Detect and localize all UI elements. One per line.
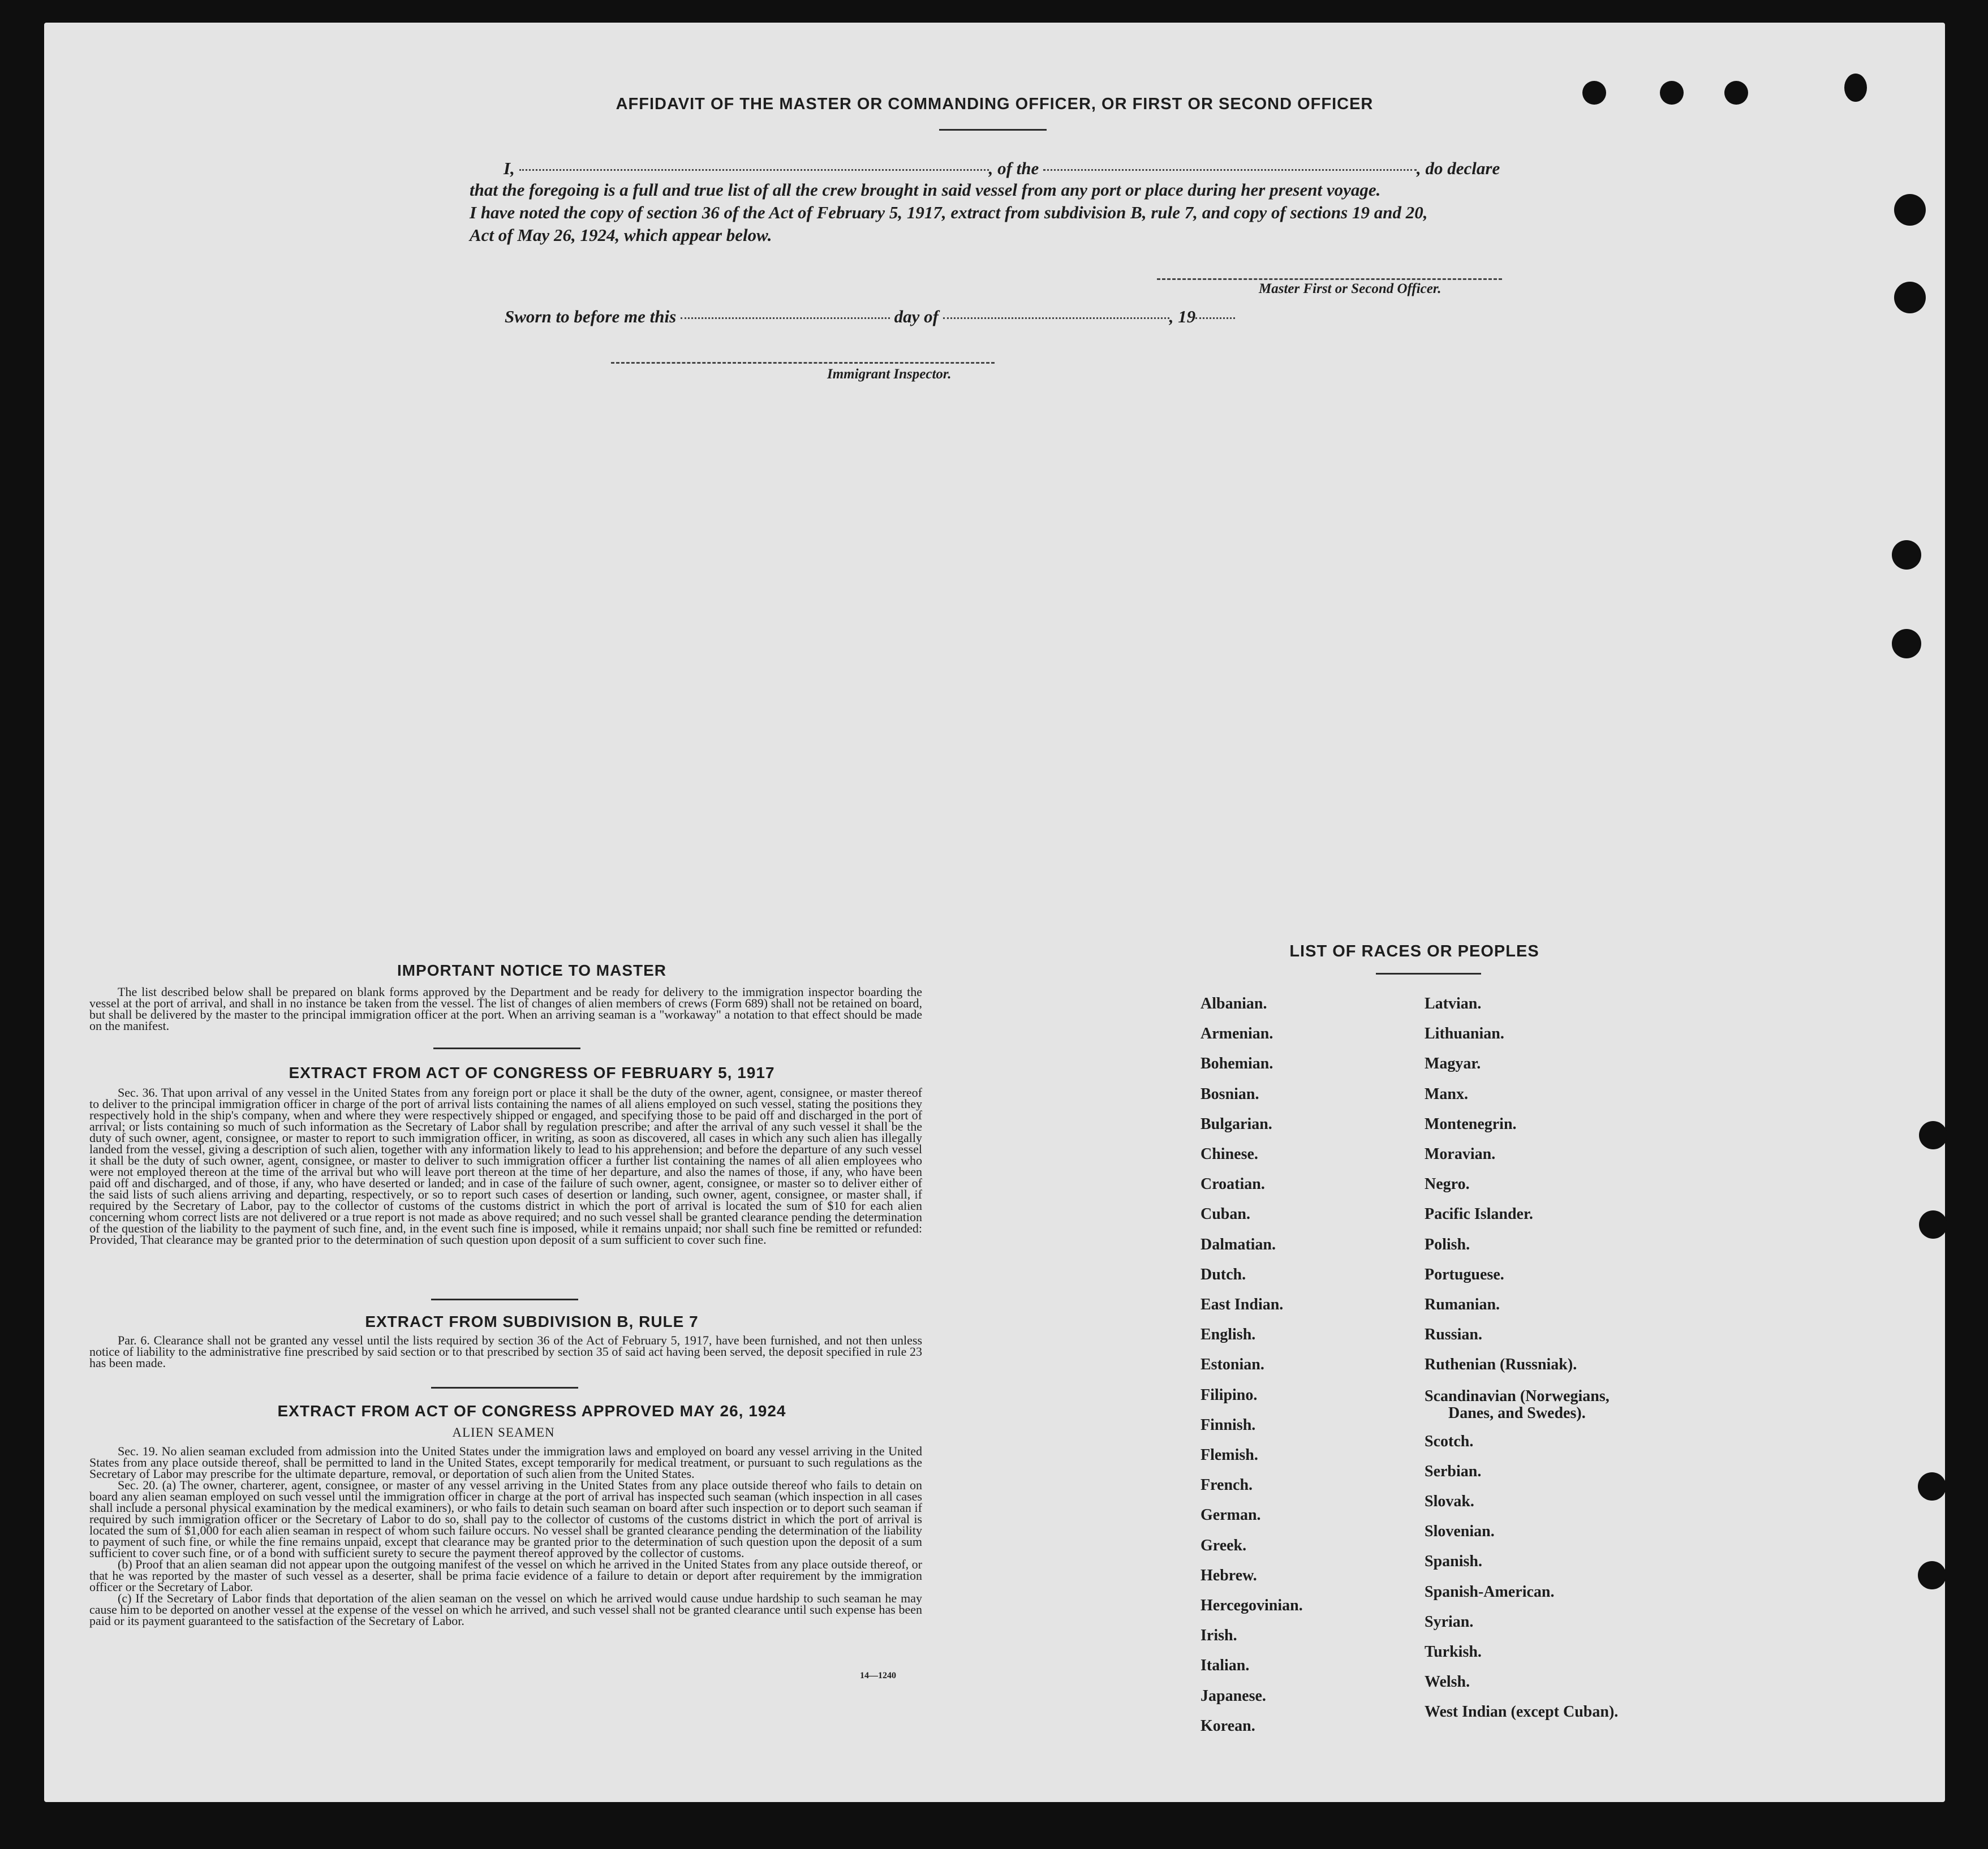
sec-36-paragraph: Sec. 36. That upon arrival of any vessel in the United States from any foreign port or place it shall be the duty of the owner, agent, consignee, or master thereof to deliver to the principal immigration officer in charge of the port of arrival lists containing the names of all aliens employed on such vessel, stating the positions they respectively hold in the ship's company, when and where they were respectively shipped or engaged, and specifying those to be paid off and discharged in the port of arrival; or lists containing so much of such information as the Secretary of Labor shall by regulation prescribe; and after the arrival of any such vessel it shall be the duty of such owner, agent, consignee, or master to report to such immigration officer, in writing, as soon as discovered, all cases in which any such alien has illegally landed from the vessel, giving a description of such alien, together with any information likely to lead to his apprehension; and before the departure of any such vessel it shall be the duty of such owner, agent, consignee, or master to deliver to such immigration officer a further list containing the names of all alien employees who were not employed thereon at the time of the arrival but who will leave port thereon at the time of her departure, and also the names of those, if any, who have been paid off and discharged, and of those, if any, who have deserted or landed; and in case of the failure of such owner, agent, consignee, or master so to deliver either of the said lists of such aliens arriving and departing, respectively, or so to report such cases of desertion or landing, such owner, agent, consignee, or master shall, if required by the Secretary of Labor, pay to the collector of customs of the customs district in which the port of arrival is located the sum of $10 for each alien concerning whom correct lists are not delivered or a true report is not made as above required; and no such vessel shall be granted clearance pending the determination of the question of the liability to the payment of such fine, and, in the event such fine is imposed, while it remains unpaid; nor shall such fine be remitted or refunded: Provided, That clearance may be granted prior to the determination of such question upon deposit of a sum sufficient to cover such fine. — [89, 1085, 922, 1247]
extract-1917-text — [89, 1087, 922, 1245]
punch-hole — [1582, 81, 1606, 105]
extract-1924-title: EXTRACT FROM ACT OF CONGRESS APPROVED MAY 26, 1924 — [277, 1402, 786, 1420]
punch-hole — [1724, 81, 1748, 105]
race-item: Serbian. — [1425, 1462, 1482, 1480]
year-prefix: , 19 — [1169, 307, 1196, 326]
section-rule — [433, 1048, 580, 1049]
declare-label: , do declare — [1417, 158, 1500, 178]
races-left-column — [1200, 989, 1303, 1741]
race-item: Filipino. — [1200, 1386, 1258, 1404]
master-signature-line — [1157, 278, 1502, 280]
race-item: Slovak. — [1425, 1493, 1474, 1511]
race-item: East Indian. — [1200, 1296, 1284, 1314]
notice-title: IMPORTANT NOTICE TO MASTER — [397, 962, 667, 979]
race-item: German. — [1200, 1506, 1261, 1524]
punch-hole — [1894, 194, 1926, 226]
race-item: Manx. — [1425, 1085, 1468, 1103]
race-item: Russian. — [1425, 1326, 1482, 1344]
punch-hole — [1918, 1472, 1946, 1501]
race-item: Scotch. — [1425, 1432, 1474, 1450]
race-item: Rumanian. — [1425, 1296, 1500, 1314]
race-item: Portuguese. — [1425, 1265, 1504, 1283]
race-item: Greek. — [1200, 1536, 1247, 1554]
race-item: Polish. — [1425, 1235, 1470, 1253]
race-item: Ruthenian (Russniak). — [1425, 1356, 1577, 1374]
section-rule — [431, 1299, 578, 1300]
race-item: Pacific Islander. — [1425, 1205, 1533, 1223]
master-signature-label: Master First or Second Officer. — [1259, 281, 1441, 296]
extract-rule7-text — [89, 1335, 922, 1369]
affidavit-line-4: Act of May 26, 1924, which appear below. — [470, 225, 772, 245]
day-of-label: day of — [894, 307, 939, 326]
punch-hole — [1894, 282, 1926, 313]
race-item: Magyar. — [1425, 1055, 1481, 1073]
punch-hole — [1844, 74, 1867, 102]
sworn-label: Sworn to before me this — [505, 307, 677, 326]
notice-paragraph: The list described below shall be prepared on blank forms approved by the Department and be ready for delivery to the immigration inspector boarding the vessel at the port of arrival, and shall in no instance be taken from the vessel. The list of changes of alien members of crews (Form 689) shall not be retained on board, but shall be delivered by the master to the principal immigration officer at the port. When an arriving seaman is a "workaway" a notation to that effect should be made on the manifest. — [89, 985, 922, 1033]
sworn-month-blank — [943, 317, 1169, 319]
race-item: Spanish. — [1425, 1553, 1482, 1571]
sec-20b-paragraph: (b) Proof that an alien seaman did not appear upon the outgoing manifest of the vessel on which he arrived in the United States from any place outside thereof, or that he was reported by the master of such vessel as a deserter, shall be prima facie evidence of a failure to detain or deport after requirement by the immigration officer or the Secretary of Labor. — [89, 1557, 922, 1594]
race-item: Montenegrin. — [1425, 1115, 1517, 1133]
punch-hole — [1918, 1561, 1946, 1589]
punch-hole — [1919, 1121, 1947, 1149]
race-item: Irish. — [1200, 1627, 1237, 1645]
race-item: Korean. — [1200, 1717, 1255, 1735]
race-item: Syrian. — [1425, 1613, 1474, 1631]
race-item: Hercegovinian. — [1200, 1597, 1303, 1615]
pronoun-i: I, — [504, 158, 515, 178]
race-item: Estonian. — [1200, 1356, 1264, 1374]
race-item: French. — [1200, 1476, 1253, 1494]
race-item: West Indian (except Cuban). — [1425, 1703, 1619, 1721]
race-item: Scandinavian (Norwegians, — [1425, 1387, 1610, 1405]
race-item: Finnish. — [1200, 1416, 1256, 1434]
race-item: Flemish. — [1200, 1446, 1258, 1464]
races-title: LIST OF RACES OR PEOPLES — [1289, 942, 1539, 960]
extract-1924-text — [89, 1446, 922, 1627]
race-item-continuation: Danes, and Swedes). — [1448, 1404, 1586, 1422]
race-item: Moravian. — [1425, 1145, 1496, 1163]
race-item: Lithuanian. — [1425, 1025, 1504, 1043]
extract-rule7-title: EXTRACT FROM SUBDIVISION B, RULE 7 — [365, 1313, 699, 1330]
punch-hole — [1892, 540, 1921, 570]
race-item: Bulgarian. — [1200, 1115, 1272, 1133]
notice-text — [89, 986, 922, 1032]
race-item: Japanese. — [1200, 1687, 1266, 1705]
race-item: Negro. — [1425, 1175, 1470, 1193]
race-item: Italian. — [1200, 1657, 1250, 1675]
affidavit-line-3: I have noted the copy of section 36 of the Act of February 5, 1917, extract from subdivision B, rule 7, and copy of sections 19 and 20, — [470, 202, 1428, 222]
race-item: Dalmatian. — [1200, 1235, 1276, 1253]
affidavit-line-1 — [504, 158, 1500, 179]
punch-hole — [1660, 81, 1684, 105]
sworn-line — [505, 307, 1235, 327]
name-blank — [519, 169, 989, 171]
form-number: 14—1240 — [860, 1671, 896, 1680]
affidavit-title: AFFIDAVIT OF THE MASTER OR COMMANDING OFFICER, OR FIRST OR SECOND OFFICER — [616, 95, 1374, 113]
inspector-label: Immigrant Inspector. — [827, 367, 952, 382]
race-item: Spanish-American. — [1425, 1583, 1555, 1601]
race-item: Dutch. — [1200, 1265, 1246, 1283]
race-item: Slovenian. — [1425, 1523, 1495, 1541]
title-rule — [939, 129, 1047, 131]
sec-20c-paragraph: (c) If the Secretary of Labor finds that deportation of the alien seaman on the vessel on which he arrived would cause undue hardship to such seaman he may cause him to be deported on another vessel at the expense of the vessel on which he arrived, and such vessel shall not be granted clearance until such expense has been paid or its payment guaranteed to the satisfaction of the Secretary of Labor. — [89, 1591, 922, 1628]
punch-hole — [1919, 1210, 1947, 1239]
inspector-signature-line — [611, 362, 995, 364]
race-item: Bosnian. — [1200, 1085, 1259, 1103]
race-item: Welsh. — [1425, 1673, 1470, 1691]
extract-1917-title: EXTRACT FROM ACT OF CONGRESS OF FEBRUARY 5, 1917 — [289, 1064, 775, 1081]
of-the-label: , of the — [988, 158, 1039, 178]
races-right-column — [1425, 989, 1618, 1727]
sworn-year-blank — [1195, 317, 1235, 319]
race-item: Albanian. — [1200, 995, 1267, 1012]
race-item: English. — [1200, 1326, 1256, 1344]
race-item: Hebrew. — [1200, 1566, 1257, 1584]
race-item: Croatian. — [1200, 1175, 1265, 1193]
section-rule — [431, 1387, 578, 1389]
race-item: Latvian. — [1425, 995, 1482, 1012]
race-item: Cuban. — [1200, 1205, 1250, 1223]
vessel-blank — [1043, 169, 1417, 171]
par-6-paragraph: Par. 6. Clearance shall not be granted any vessel until the lists required by section 36 of the Act of February 5, 1917, have been furnished, and not then unless notice of liability to the administrative fine prescribed by said section or to that prescribed by section 35 of said act having been served, the deposit specified in rule 23 has been made. — [89, 1333, 922, 1370]
race-item: Turkish. — [1425, 1643, 1482, 1661]
sec-20a-paragraph: Sec. 20. (a) The owner, charterer, agent, consignee, or master of any vessel arriving in the United States from any place outside thereof who fails to detain on board any alien seaman employed on such vessel until the immigration officer in charge at the port of arrival has inspected such seaman (which inspection in all cases shall include a personal physical examination by the medical examiners), or who fails to detain such seaman on board after such inspection or to deport such seaman if required by such immigration officer or the Secretary of Labor to do so, shall pay to the collector of customs of the customs district in which the port of arrival is located the sum of $1,000 for each alien seaman in respect of whom such failure occurs. No vessel shall be granted clearance pending the determination of the liability to payment of such fine, or while the fine remains unpaid, except that clearance may be granted prior to the determination of such question upon the deposit of a sum sufficient to cover such fine, or of a bond with sufficient surety to secure the payment thereof approved by the collector of customs. — [89, 1478, 922, 1560]
sec-19-paragraph: Sec. 19. No alien seaman excluded from admission into the United States under the immigration laws and employed on board any vessel arriving in the United States from any place outside thereof, shall be permitted to land in the United States, except temporarily for medical treatment, or pursuant to such regulations as the Secretary of Labor may prescribe for the ultimate departure, removal, or deportation of such alien from the United States. — [89, 1444, 922, 1481]
punch-hole — [1892, 629, 1921, 658]
races-title-rule — [1376, 973, 1481, 975]
affidavit-line-2: that the foregoing is a full and true list of all the crew brought in said vessel from any port or place during her present voyage. — [470, 180, 1381, 200]
sworn-day-blank — [681, 317, 890, 319]
race-item: Chinese. — [1200, 1145, 1258, 1163]
race-item: Armenian. — [1200, 1025, 1273, 1043]
race-item: Bohemian. — [1200, 1055, 1273, 1073]
alien-seamen-subtitle: ALIEN SEAMEN — [452, 1425, 555, 1439]
